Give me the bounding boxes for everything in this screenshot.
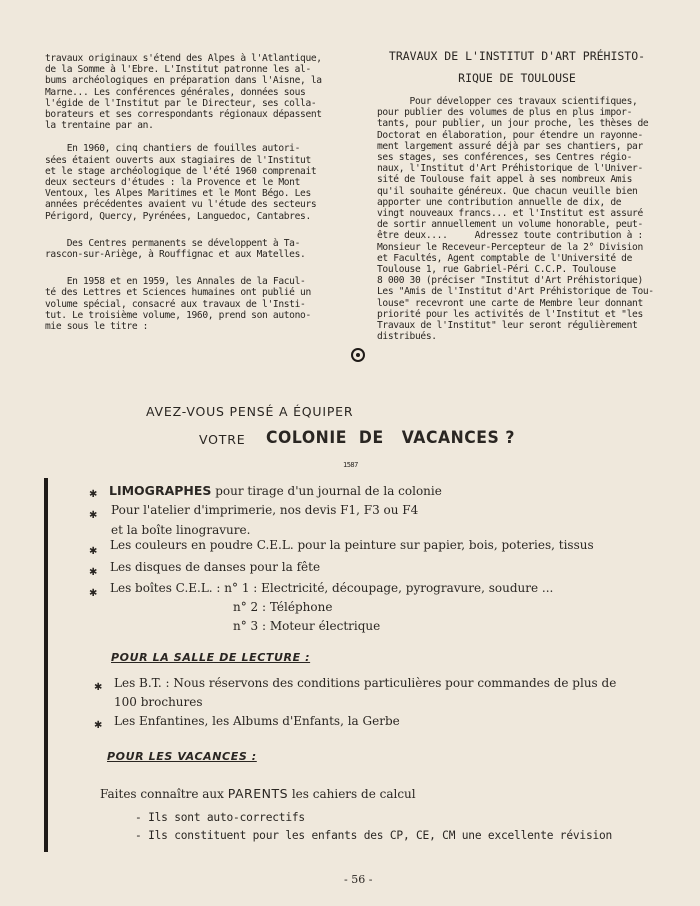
text-line: distribués.: [377, 331, 437, 343]
section-heading-reading-room: POUR LA SALLE DE LECTURE :: [111, 651, 311, 664]
text-line: Toulouse 1, rue Gabriel-Péri C.C.P. Toulouse: [377, 264, 616, 276]
text-line: l'égide de l'Institut par le Directeur, ses colla-: [45, 97, 317, 109]
parents-line: [100, 786, 416, 801]
text-line: de la Somme à l'Ebre. L'Institut patronne les al-: [45, 64, 311, 76]
list-item: [109, 483, 442, 498]
left-paragraph: [45, 143, 345, 221]
text-line: Monsieur le Receveur-Percepteur de la 2° Division: [377, 241, 643, 253]
text-line: louse" recevront une carte de Membre leur donnant: [377, 297, 643, 309]
text-line: rascon-sur-Ariège, à Rouffignac et aux Matelles.: [45, 249, 306, 261]
text-line: vingt nouveaux francs... et l'Institut est assuré: [377, 208, 643, 220]
small-mark: 1587: [343, 461, 358, 469]
text-line: En 1960, cinq chantiers de fouilles autori-: [45, 143, 301, 155]
list-item: Les Enfantines, les Albums d'Enfants, la Gerbe: [114, 714, 400, 728]
title-line: TRAVAUX DE L'INSTITUT D'ART PRÉHISTO-: [388, 49, 646, 63]
text-line: deux secteurs d'études : la Provence et le Mont: [45, 177, 301, 189]
text-line: pour publier des volumes de plus en plus impor-: [377, 107, 633, 119]
list-item: Les boîtes C.E.L. : n° 1 : Electricité, découpage, pyrogravure, soudure ...: [110, 581, 554, 595]
list-item: Pour l'atelier d'imprimerie, nos devis F1, F3 ou F4: [111, 503, 419, 517]
text-line: Pour développer ces travaux scientifiques,: [377, 96, 638, 107]
title-line: RIQUE DE TOULOUSE: [458, 71, 576, 85]
text-fragment: Faites connaître aux: [100, 787, 228, 801]
text-line: tants, pour publier, un jour proche, les thèses de: [377, 118, 649, 130]
asterisk-bullet-icon: ✱: [89, 588, 98, 599]
list-item-continuation: n° 3 : Moteur électrique: [233, 619, 381, 633]
list-item-continuation: n° 2 : Téléphone: [233, 600, 333, 614]
list-item-continuation: et la boîte linogravure.: [111, 523, 251, 537]
text-line: et Facultés, Agent comptable de l'Université de: [377, 252, 633, 264]
list-item: Les disques de danses pour la fête: [110, 560, 321, 574]
text-line: Marne... Les conférences générales, données sous: [45, 86, 306, 98]
list-item: Les B.T. : Nous réservons des conditions particulières pour commandes de plus de: [114, 676, 617, 690]
dash-item: - Ils constituent pour les enfants des CP, CE, CM une excellente révision: [135, 829, 613, 842]
ad-heading-title: COLONIE DE VACANCES ?: [266, 428, 515, 448]
product-name: LIMOGRAPHES: [109, 483, 212, 498]
text-line: Travaux de l'Institut" leur seront régulièrement: [377, 320, 638, 332]
ad-heading-line1: AVEZ-VOUS PENSÉ A ÉQUIPER: [146, 404, 354, 419]
right-column: [377, 96, 677, 342]
text-line: ment largement assuré déjà par ses chantiers, par: [377, 140, 643, 152]
left-paragraph: [45, 276, 345, 332]
text-fragment: les cahiers de calcul: [288, 787, 416, 801]
page-number: - 56 -: [344, 873, 373, 886]
section-heading-holidays: POUR LES VACANCES :: [107, 750, 257, 763]
ad-heading-prefix: VOTRE: [199, 432, 246, 447]
asterisk-bullet-icon: ✱: [94, 720, 103, 731]
text-line: naux, l'Institut d'Art Préhistorique de l'Univer-: [377, 163, 643, 175]
text-line: qu'il souhaite généreux. Que chacun veuille bien: [377, 185, 638, 197]
text-line: bums archéologiques en préparation dans l'Aisne, la: [45, 75, 322, 87]
text-line: 8 000 30 (préciser "Institut d'Art Préhistorique): [377, 275, 643, 287]
section-ornament-icon: [351, 348, 365, 362]
text-line: sées étaient ouverts aux stagiaires de l'Institut: [45, 154, 311, 166]
text-line: volume spécial, consacré aux travaux de l'Insti-: [45, 298, 306, 310]
asterisk-bullet-icon: ✱: [94, 682, 103, 693]
text-line: Ventoux, les Alpes Maritimes et le Mont Bégo. Les: [45, 188, 311, 200]
text-line: En 1958 et en 1959, les Annales de la Facul-: [45, 276, 306, 288]
asterisk-bullet-icon: ✱: [89, 567, 98, 578]
item-text: pour tirage d'un journal de la colonie: [211, 484, 442, 498]
asterisk-bullet-icon: ✱: [89, 510, 98, 521]
text-line: ses stages, ses conférences, ses Centres régio-: [377, 152, 633, 164]
asterisk-bullet-icon: ✱: [89, 546, 98, 557]
text-line: tut. Le troisième volume, 1960, prend son autono-: [45, 309, 311, 321]
text-line: Doctorat en élaboration, pour étendre un rayonne-: [377, 129, 643, 141]
dash-item: - Ils sont auto-correctifs: [135, 811, 305, 824]
text-line: Des Centres permanents se développent à Ta-: [45, 237, 301, 249]
left-rule: [44, 478, 48, 852]
text-line: la trentaine par an.: [45, 120, 154, 132]
left-paragraph: [45, 53, 345, 131]
list-item-continuation: 100 brochures: [114, 695, 203, 709]
text-line: priorité pour les activités de l'Institut et "les: [377, 308, 643, 320]
text-line: sité de Toulouse fait appel à ses nombreux Amis: [377, 174, 633, 186]
text-line: té des Lettres et Sciences humaines ont publié un: [45, 287, 311, 299]
asterisk-bullet-icon: ✱: [89, 489, 98, 500]
text-line: de sortir annuellement un volume honorable, peut-: [377, 219, 643, 231]
parents-word: PARENTS: [227, 786, 289, 801]
text-line: borateurs et ses correspondants régionaux dépassent: [45, 109, 322, 121]
left-paragraph: [45, 238, 345, 260]
text-line: apporter une contribution annuelle de dix, de: [377, 196, 622, 208]
text-line: être deux.... Adressez toute contribution à :: [377, 230, 643, 242]
left-column: [45, 53, 345, 332]
text-line: Les "Amis de l'Institut d'Art Préhistorique de Tou-: [377, 286, 654, 298]
text-line: mie sous le titre :: [45, 321, 149, 333]
text-line: années précédentes avaient vu l'étude des secteurs: [45, 199, 317, 211]
text-line: Périgord, Quercy, Pyrénées, Languedoc, Cantabres.: [45, 210, 311, 222]
list-item: Les couleurs en poudre C.E.L. pour la peinture sur papier, bois, poteries, tissus: [110, 538, 594, 552]
article-title: [372, 45, 662, 89]
text-line: et le stage archéologique de l'été 1960 comprenait: [45, 165, 317, 177]
text-line: travaux originaux s'étend des Alpes à l'Atlantique,: [45, 53, 322, 64]
